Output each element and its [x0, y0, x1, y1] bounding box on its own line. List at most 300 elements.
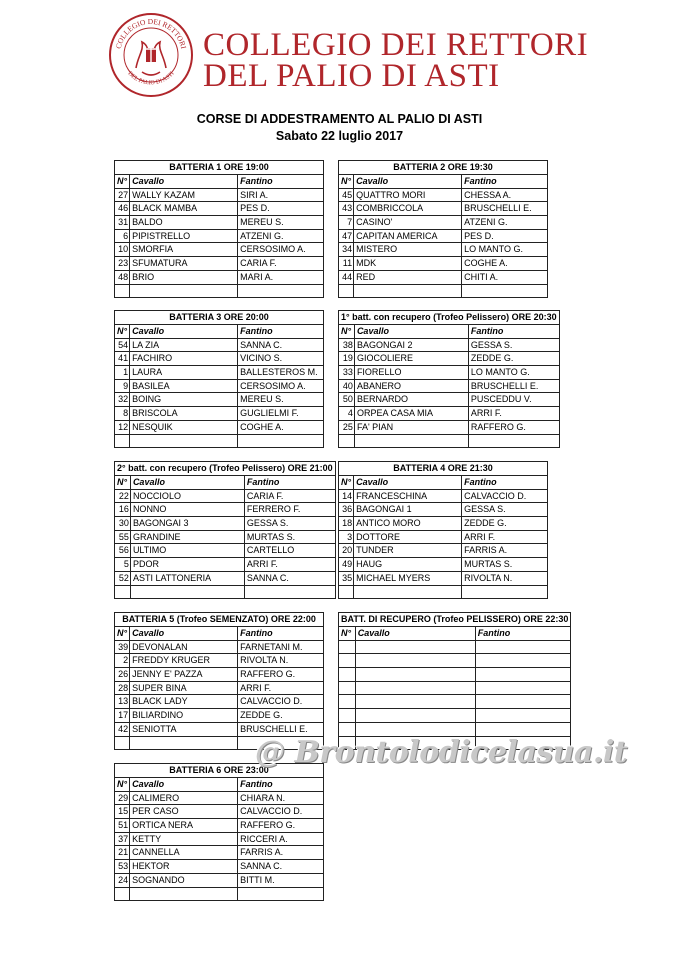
horse-name: SMORFIA	[130, 243, 238, 257]
table-row	[115, 393, 324, 407]
table-row	[339, 393, 560, 407]
horse-name: ABANERO	[354, 379, 468, 393]
horse-number	[115, 434, 130, 448]
horse-number	[115, 284, 130, 298]
jockey-name: MEREU S.	[238, 393, 324, 407]
col-fantino-header: Fantino	[475, 627, 571, 641]
jockey-name: LO MANTO G.	[462, 243, 548, 257]
horse-number: 1	[115, 366, 130, 380]
horse-number: 34	[339, 243, 354, 257]
jockey-name: PUSCEDDU V.	[468, 393, 559, 407]
horse-name: PIPISTRELLO	[130, 229, 238, 243]
table-header-row	[115, 175, 324, 189]
horse-name: COMBRICCOLA	[354, 202, 462, 216]
horse-number: 38	[339, 338, 355, 352]
table-row	[339, 681, 571, 695]
table-row	[339, 434, 560, 448]
race-table	[114, 763, 324, 901]
horse-name: HEKTOR	[130, 860, 238, 874]
jockey-name: GESSA S.	[462, 503, 548, 517]
horse-number: 50	[339, 393, 355, 407]
jockey-name	[238, 434, 324, 448]
horse-number: 33	[339, 366, 355, 380]
svg-text:DEL PALIO DI ASTI	[126, 71, 175, 87]
table-row	[115, 860, 324, 874]
horse-name: FRANCESCHINA	[354, 489, 462, 503]
horse-name: JENNY E' PAZZA	[130, 668, 238, 682]
horse-number: 23	[115, 257, 130, 271]
horse-name: WALLY KAZAM	[130, 188, 238, 202]
horse-number	[339, 284, 354, 298]
table-row	[115, 202, 324, 216]
table-row	[115, 544, 336, 558]
horse-name: TUNDER	[354, 544, 462, 558]
jockey-name: CHIARA N.	[238, 791, 324, 805]
horse-name: BALDO	[130, 216, 238, 230]
table-header-row	[339, 476, 548, 490]
table-title: BATTERIA 5 (Trofeo SEMENZATO) ORE 22:00	[115, 613, 324, 627]
horse-number: 28	[115, 681, 130, 695]
col-num-header: N°	[115, 778, 130, 792]
horse-number: 17	[115, 709, 130, 723]
horse-number	[115, 887, 130, 901]
horse-name: NOCCIOLO	[130, 489, 244, 503]
horse-name: ORTICA NERA	[130, 819, 238, 833]
horse-name: ULTIMO	[130, 544, 244, 558]
col-num-header: N°	[339, 627, 356, 641]
horse-name	[130, 585, 244, 599]
jockey-name: FARRIS A.	[462, 544, 548, 558]
col-num-header: N°	[115, 627, 130, 641]
horse-name	[354, 284, 462, 298]
jockey-name: ARRI F.	[238, 681, 324, 695]
horse-number: 4	[339, 407, 355, 421]
jockey-name: RAFFERO G.	[238, 668, 324, 682]
horse-name: FIORELLO	[354, 366, 468, 380]
table-row	[115, 571, 336, 585]
col-cavallo-header: Cavallo	[130, 778, 238, 792]
horse-number	[115, 585, 131, 599]
table-row	[115, 709, 324, 723]
table-row	[115, 791, 324, 805]
table-title: BATTERIA 4 ORE 21:30	[339, 462, 548, 476]
table-row	[115, 887, 324, 901]
svg-text:COLLEGIO DEI RETTORI	[114, 17, 189, 50]
horse-emblem-icon	[136, 42, 166, 75]
col-cavallo-header: Cavallo	[130, 325, 238, 339]
table-title: BATTERIA 6 ORE 23:00	[115, 764, 324, 778]
horse-number	[115, 736, 130, 750]
table-row	[115, 695, 324, 709]
table-title: BATT. DI RECUPERO (Trofeo PELISSERO) ORE 22:30	[339, 613, 571, 627]
table-row	[115, 681, 324, 695]
horse-number	[339, 722, 356, 736]
jockey-name: GUGLIELMI F.	[238, 407, 324, 421]
table-row	[115, 216, 324, 230]
jockey-name: BRUSCHELLI E.	[462, 202, 548, 216]
jockey-name: RAFFERO G.	[468, 420, 559, 434]
horse-number	[339, 434, 355, 448]
col-cavallo-header: Cavallo	[354, 175, 462, 189]
horse-name: DOTTORE	[354, 530, 462, 544]
horse-number: 11	[339, 257, 354, 271]
horse-name: FREDDY KRUGER	[130, 654, 238, 668]
jockey-name: FERRERO F.	[244, 503, 335, 517]
jockey-name: GESSA S.	[468, 338, 559, 352]
table-header-row	[115, 627, 324, 641]
horse-name: NONNO	[130, 503, 244, 517]
race-table	[338, 310, 560, 448]
horse-name	[130, 887, 238, 901]
horse-name: SENIOTTA	[130, 722, 238, 736]
table-header-row	[339, 325, 560, 339]
race-table	[338, 160, 548, 298]
horse-name: ORPEA CASA MIA	[354, 407, 468, 421]
horse-name: CALIMERO	[130, 791, 238, 805]
horse-number	[339, 640, 356, 654]
table-row	[115, 832, 324, 846]
col-cavallo-header: Cavallo	[130, 627, 238, 641]
jockey-name: COGHE A.	[238, 420, 324, 434]
table-row	[115, 530, 336, 544]
jockey-name: RIVOLTA N.	[238, 654, 324, 668]
table-row	[339, 530, 548, 544]
horse-number: 56	[115, 544, 131, 558]
horse-name: MDK	[354, 257, 462, 271]
jockey-name	[475, 695, 571, 709]
col-cavallo-header: Cavallo	[130, 476, 244, 490]
table-title: 1° batt. con recupero (Trofeo Pelissero) ORE 20:30	[339, 311, 560, 325]
horse-number: 36	[339, 503, 354, 517]
race-table	[114, 461, 336, 599]
col-fantino-header: Fantino	[462, 476, 548, 490]
horse-name: BASILEA	[130, 379, 238, 393]
jockey-name: FARNETANI M.	[238, 640, 324, 654]
horse-number: 51	[115, 819, 130, 833]
jockey-name: SANNA C.	[244, 571, 335, 585]
table-title: BATTERIA 2 ORE 19:30	[339, 161, 548, 175]
horse-number	[339, 585, 354, 599]
table-row	[115, 873, 324, 887]
horse-number: 13	[115, 695, 130, 709]
jockey-name	[475, 709, 571, 723]
horse-number: 40	[339, 379, 355, 393]
table-row	[115, 338, 324, 352]
horse-name: SOGNANDO	[130, 873, 238, 887]
col-cavallo-header: Cavallo	[354, 476, 462, 490]
col-fantino-header: Fantino	[238, 627, 324, 641]
col-num-header: N°	[339, 476, 354, 490]
table-row	[339, 379, 560, 393]
jockey-name: GESSA S.	[244, 517, 335, 531]
horse-name	[130, 736, 238, 750]
table-row	[339, 420, 560, 434]
horse-name: BRISCOLA	[130, 407, 238, 421]
table-row	[339, 517, 548, 531]
jockey-name	[475, 654, 571, 668]
horse-number: 53	[115, 860, 130, 874]
jockey-name: CALVACCIO D.	[238, 695, 324, 709]
horse-name	[130, 284, 238, 298]
jockey-name: ARRI F.	[468, 407, 559, 421]
horse-name: PDOR	[130, 558, 244, 572]
table-row	[115, 503, 336, 517]
horse-number: 6	[115, 229, 130, 243]
table-row	[115, 243, 324, 257]
col-fantino-header: Fantino	[468, 325, 559, 339]
horse-name: ASTI LATTONERIA	[130, 571, 244, 585]
jockey-name	[475, 722, 571, 736]
jockey-name: RICCERI A.	[238, 832, 324, 846]
table-row	[115, 366, 324, 380]
col-num-header: N°	[115, 325, 130, 339]
horse-name	[355, 668, 475, 682]
col-fantino-header: Fantino	[244, 476, 335, 490]
horse-name: CANNELLA	[130, 846, 238, 860]
jockey-name	[468, 434, 559, 448]
horse-number: 31	[115, 216, 130, 230]
horse-name: SUPER BINA	[130, 681, 238, 695]
table-row	[339, 489, 548, 503]
col-fantino-header: Fantino	[238, 325, 324, 339]
jockey-name: PES D.	[462, 229, 548, 243]
horse-number: 45	[339, 188, 354, 202]
col-fantino-header: Fantino	[462, 175, 548, 189]
table-row	[115, 420, 324, 434]
table-row	[115, 284, 324, 298]
horse-number	[339, 654, 356, 668]
race-table	[338, 612, 571, 750]
jockey-name: ARRI F.	[244, 558, 335, 572]
horse-number	[339, 695, 356, 709]
horse-name	[355, 709, 475, 723]
table-header-row	[339, 627, 571, 641]
table-row	[339, 352, 560, 366]
jockey-name: ATZENI G.	[238, 229, 324, 243]
jockey-name: FARRIS A.	[238, 846, 324, 860]
jockey-name: CHITI A.	[462, 270, 548, 284]
horse-number: 7	[339, 216, 354, 230]
col-cavallo-header: Cavallo	[130, 175, 238, 189]
table-row	[115, 407, 324, 421]
table-header-row	[115, 476, 336, 490]
jockey-name: BRUSCHELLI E.	[468, 379, 559, 393]
table-row	[339, 202, 548, 216]
horse-number: 20	[339, 544, 354, 558]
horse-number: 16	[115, 503, 131, 517]
horse-name: BAGONGAI 3	[130, 517, 244, 531]
horse-name: LAURA	[130, 366, 238, 380]
table-row	[115, 640, 324, 654]
horse-name: DEVONALAN	[130, 640, 238, 654]
table-row	[115, 819, 324, 833]
jockey-name: BITTI M.	[238, 873, 324, 887]
jockey-name: MEREU S.	[238, 216, 324, 230]
watermark: @ Brontolodicelasua.it	[255, 735, 628, 770]
horse-number: 52	[115, 571, 131, 585]
horse-name: ANTICO MORO	[354, 517, 462, 531]
horse-number: 29	[115, 791, 130, 805]
horse-number: 48	[115, 270, 130, 284]
horse-number: 39	[115, 640, 130, 654]
horse-name: LA ZIA	[130, 338, 238, 352]
brand-title	[203, 27, 589, 94]
document-title: CORSE DI ADDESTRAMENTO AL PALIO DI ASTI	[196, 112, 483, 126]
table-row	[339, 407, 560, 421]
jockey-name: SIRI A.	[238, 188, 324, 202]
table-row	[339, 270, 548, 284]
table-row	[339, 243, 548, 257]
jockey-name	[475, 640, 571, 654]
horse-number: 9	[115, 379, 130, 393]
table-row	[339, 709, 571, 723]
table-row	[115, 229, 324, 243]
col-num-header: N°	[339, 325, 355, 339]
table-title: BATTERIA 1 ORE 19:00	[115, 161, 324, 175]
jockey-name: CALVACCIO D.	[462, 489, 548, 503]
table-row	[339, 366, 560, 380]
col-fantino-header: Fantino	[238, 778, 324, 792]
jockey-name: ZEDDE G.	[238, 709, 324, 723]
table-row	[115, 846, 324, 860]
table-header-row	[115, 778, 324, 792]
table-row	[115, 805, 324, 819]
table-row	[339, 722, 571, 736]
col-num-header: N°	[115, 175, 130, 189]
jockey-name: MURTAS S.	[462, 558, 548, 572]
horse-number: 22	[115, 489, 131, 503]
jockey-name	[475, 681, 571, 695]
horse-name	[355, 681, 475, 695]
jockey-name: ZEDDE G.	[462, 517, 548, 531]
brand-title-line2: DEL PALIO DI ASTI	[203, 58, 500, 94]
horse-number: 55	[115, 530, 131, 544]
horse-name: GRANDINE	[130, 530, 244, 544]
horse-number: 37	[115, 832, 130, 846]
jockey-name	[238, 284, 324, 298]
horse-number: 49	[339, 558, 354, 572]
horse-name	[130, 434, 238, 448]
horse-number: 15	[115, 805, 130, 819]
jockey-name: ATZENI G.	[462, 216, 548, 230]
table-row	[339, 571, 548, 585]
table-title: 2° batt. con recupero (Trofeo Pelissero) ORE 21:00	[115, 462, 336, 476]
horse-number: 42	[115, 722, 130, 736]
horse-number: 18	[339, 517, 354, 531]
horse-name: BRIO	[130, 270, 238, 284]
table-row	[115, 668, 324, 682]
col-num-header: N°	[339, 175, 354, 189]
jockey-name: SANNA C.	[238, 860, 324, 874]
horse-number: 46	[115, 202, 130, 216]
horse-number: 27	[115, 188, 130, 202]
horse-name: GIOCOLIERE	[354, 352, 468, 366]
horse-number: 35	[339, 571, 354, 585]
logo-text-top: COLLEGIO DEI RETTORI	[113, 16, 189, 50]
table-row	[115, 517, 336, 531]
horse-name: CAPITAN AMERICA	[354, 229, 462, 243]
horse-number: 3	[339, 530, 354, 544]
jockey-name	[238, 887, 324, 901]
jockey-name: CERSOSIMO A.	[238, 379, 324, 393]
table-row	[339, 654, 571, 668]
jockey-name: PES D.	[238, 202, 324, 216]
horse-name: BAGONGAI 1	[354, 503, 462, 517]
table-row	[339, 640, 571, 654]
horse-number: 14	[339, 489, 354, 503]
horse-name	[355, 695, 475, 709]
col-fantino-header: Fantino	[238, 175, 324, 189]
horse-number: 43	[339, 202, 354, 216]
table-row	[115, 434, 324, 448]
horse-name: FA' PIAN	[354, 420, 468, 434]
horse-number: 21	[115, 846, 130, 860]
logo-text-bottom: DEL PALIO DI ASTI	[126, 70, 176, 87]
table-row	[115, 352, 324, 366]
jockey-name: CARIA F.	[238, 257, 324, 271]
horse-number: 10	[115, 243, 130, 257]
brand-title-line1: COLLEGIO DEI RETTORI	[203, 27, 589, 63]
table-row	[115, 270, 324, 284]
table-row	[339, 585, 548, 599]
horse-name: MICHAEL MYERS	[354, 571, 462, 585]
jockey-name: CALVACCIO D.	[238, 805, 324, 819]
table-title: BATTERIA 3 ORE 20:00	[115, 311, 324, 325]
horse-name: HAUG	[354, 558, 462, 572]
horse-name: BLACK LADY	[130, 695, 238, 709]
horse-name: SFUMATURA	[130, 257, 238, 271]
horse-name: BLACK MAMBA	[130, 202, 238, 216]
table-row	[339, 216, 548, 230]
horse-number: 5	[115, 558, 131, 572]
horse-number: 8	[115, 407, 130, 421]
race-table	[114, 612, 324, 750]
horse-number: 26	[115, 668, 130, 682]
horse-number	[339, 668, 356, 682]
horse-name: FACHIRO	[130, 352, 238, 366]
jockey-name: LO MANTO G.	[468, 366, 559, 380]
jockey-name: CERSOSIMO A.	[238, 243, 324, 257]
race-table	[338, 461, 548, 599]
horse-name: BOING	[130, 393, 238, 407]
race-table	[114, 310, 324, 448]
jockey-name: BALLESTEROS M.	[238, 366, 324, 380]
table-row	[115, 379, 324, 393]
jockey-name: CARTELLO	[244, 544, 335, 558]
horse-name: CASINO'	[354, 216, 462, 230]
document-date: Sabato 22 luglio 2017	[275, 129, 404, 143]
horse-name: BAGONGAI 2	[354, 338, 468, 352]
table-row	[115, 257, 324, 271]
jockey-name: BRUSCHELLI E.	[238, 722, 324, 736]
table-row	[339, 338, 560, 352]
horse-name: PER CASO	[130, 805, 238, 819]
jockey-name	[475, 668, 571, 682]
jockey-name: MARI A.	[238, 270, 324, 284]
jockey-name: CHESSA A.	[462, 188, 548, 202]
jockey-name: ARRI F.	[462, 530, 548, 544]
horse-number: 54	[115, 338, 130, 352]
horse-name: BERNARDO	[354, 393, 468, 407]
horse-name: BILIARDINO	[130, 709, 238, 723]
horse-number: 30	[115, 517, 131, 531]
jockey-name: RIVOLTA N.	[462, 571, 548, 585]
horse-name	[355, 654, 475, 668]
horse-number: 2	[115, 654, 130, 668]
table-row	[115, 654, 324, 668]
col-cavallo-header: Cavallo	[354, 325, 468, 339]
horse-number: 41	[115, 352, 130, 366]
